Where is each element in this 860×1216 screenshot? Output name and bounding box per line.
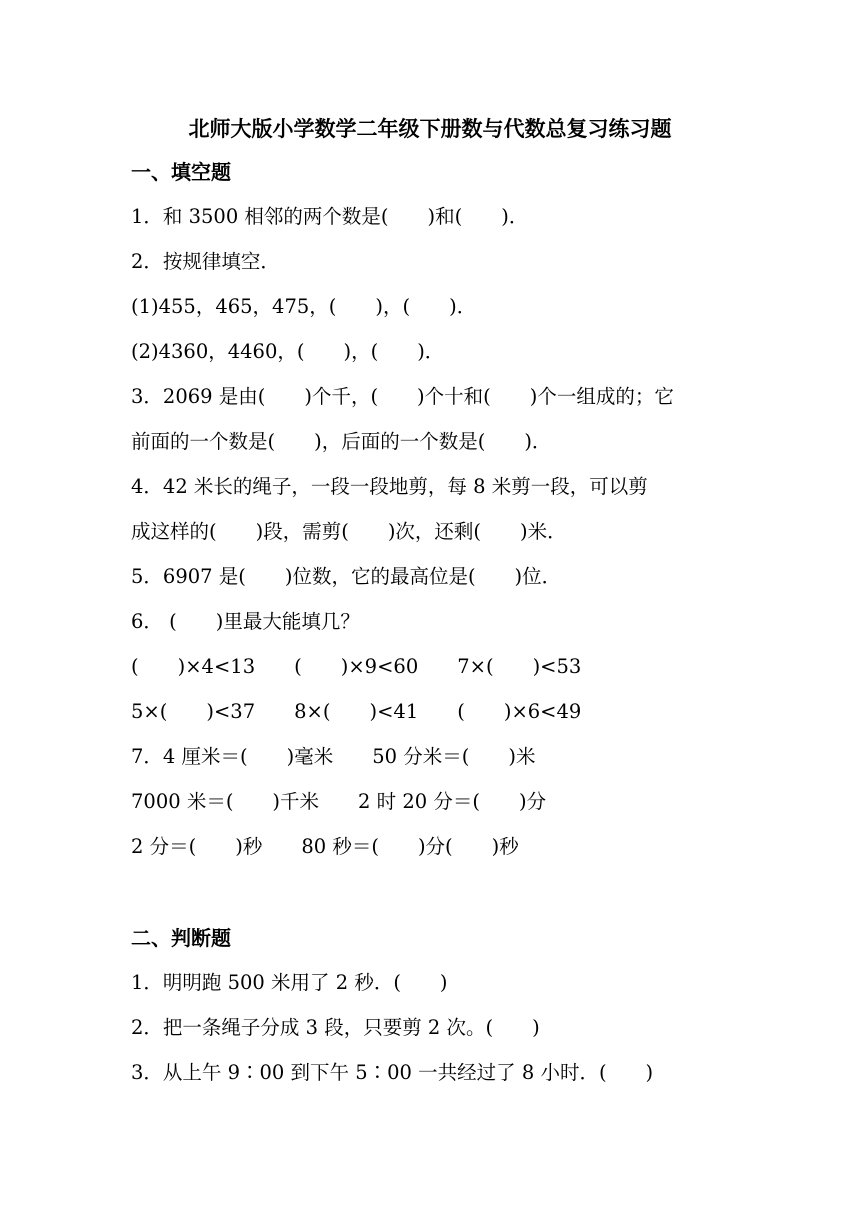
question-line: 成这样的( )段，需剪( )次，还剩( )米． [131, 520, 567, 543]
question-line: 5×( )<37 8×( )<41 ( )×6<49 [131, 700, 582, 723]
question-line: 2 分＝( )秒 80 秒＝( )分( )秒 [131, 835, 519, 858]
question-line: 6． ( )里最大能填几？ [131, 610, 360, 633]
question-line: 2．把一条绳子分成 3 段，只要剪 2 次。( ) [131, 1016, 540, 1039]
question-line: (1)455，465，475，( )，( )． [131, 295, 477, 318]
section-heading-true-false: 二、判断题 [131, 926, 231, 950]
question-line: 2．按规律填空． [131, 250, 280, 273]
question-line: 7000 米＝( )千米 2 时 20 分＝( )分 [131, 790, 547, 813]
question-line: (2)4360，4460，( )，( )． [131, 340, 445, 363]
question-line: 1．和 3500 相邻的两个数是( )和( )． [131, 205, 529, 228]
page-title: 北师大版小学数学二年级下册数与代数总复习练习题 [188, 117, 672, 141]
question-line: 7．4 厘米＝( )毫米 50 分米＝( )米 [131, 745, 536, 768]
question-line: 3．从上午 9∶00 到下午 5∶00 一共经过了 8 小时．( ) [131, 1061, 654, 1084]
question-line: ( )×4<13 ( )×9<60 7×( )<53 [131, 655, 582, 678]
question-line: 1．明明跑 500 米用了 2 秒．( ) [131, 971, 448, 994]
question-line: 前面的一个数是( )，后面的一个数是( )． [131, 430, 552, 453]
question-line: 5．6907 是( )位数，它的最高位是( )位． [131, 565, 562, 588]
section-heading-fill-blank: 一、填空题 [131, 160, 231, 184]
question-line: 4．42 米长的绳子，一段一段地剪，每 8 米剪一段，可以剪 [131, 475, 648, 498]
question-line: 3．2069 是由( )个千，( )个十和( )个一组成的；它 [131, 385, 674, 408]
